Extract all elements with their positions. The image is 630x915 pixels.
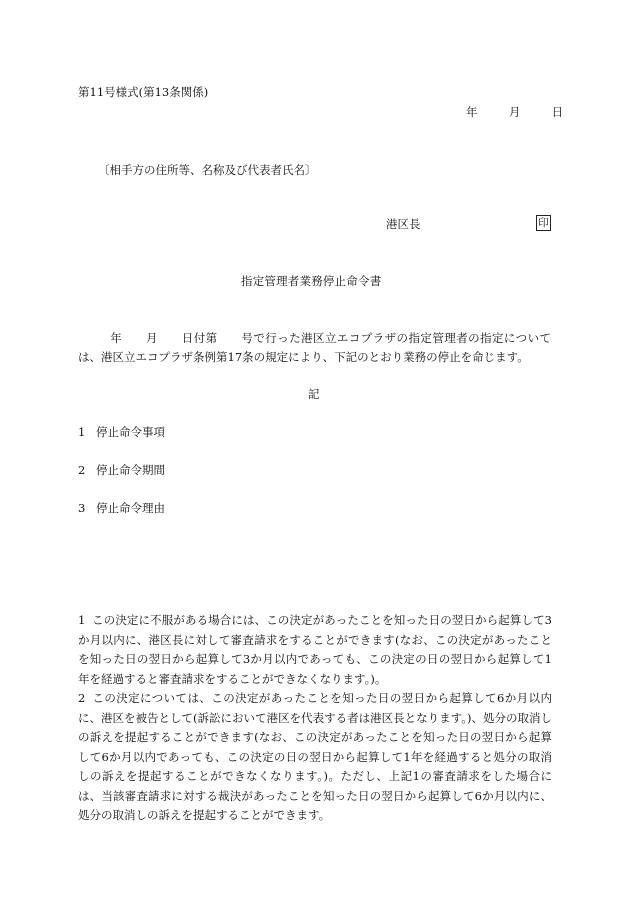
item-row <box>78 424 165 440</box>
item-label: 停止命令事項 <box>96 425 165 439</box>
note-number: 2 <box>78 691 86 705</box>
addressee-placeholder: 〔相手方の住所等、名称及び代表者氏名〕 <box>98 163 317 177</box>
date-day-label: 日 <box>551 105 564 119</box>
note-item <box>78 689 552 826</box>
document-title: 指定管理者業務停止命令書 <box>241 274 382 288</box>
seal-mark: 印 <box>536 215 551 231</box>
item-number: 2 <box>78 463 86 477</box>
item-label: 停止命令理由 <box>96 501 165 515</box>
form-number: 第11号様式(第13条関係) <box>78 85 209 99</box>
issuer-name: 港区長 <box>386 217 421 231</box>
note-number: 1 <box>78 613 86 627</box>
note-text: この決定については、この決定があったことを知った日の翌日から起算して6か月以内に、港区を被告として(訴訟において港区を代表する者は港区長となります。)、処分の取消しの訴えを提起することができます(なお、この決定があったことを知った日の翌日から起算して6か月以内であっても、この決定の日の翌日から起算して1年を経過すると処分の取消しの訴えを提起することができなくなります。)。ただし、上記1の審査請求をした場合には、当該審査請求に対する裁決があったことを知った日の翌日から起算して6か月以内に、処分の取消しの訴えを提起することができます。 <box>78 691 552 822</box>
item-row <box>78 500 165 516</box>
note-item <box>78 611 552 689</box>
date-line <box>466 104 563 120</box>
item-number: 3 <box>78 501 86 515</box>
date-month-label: 月 <box>508 105 521 119</box>
ki-heading: 記 <box>308 387 320 401</box>
item-number: 1 <box>78 425 86 439</box>
item-label: 停止命令期間 <box>96 463 165 477</box>
body-paragraph: 年 月 日付第 号で行った港区立エコプラザの指定管理者の指定については、港区立エコプラザ条例第17条の規定により、下記のとおり業務の停止を命じます。 <box>78 331 551 364</box>
item-row <box>78 462 165 478</box>
notes-section <box>78 611 552 826</box>
note-text: この決定に不服がある場合には、この決定があったことを知った日の翌日から起算して3か月以内に、港区長に対して審査請求をすることができます(なお、この決定があったことを知った日の翌日から起算して3か月以内であっても、この決定の日の翌日から起算して1年を経過すると審査請求をすることができなくなります。)。 <box>78 613 552 686</box>
date-year-label: 年 <box>466 105 478 119</box>
